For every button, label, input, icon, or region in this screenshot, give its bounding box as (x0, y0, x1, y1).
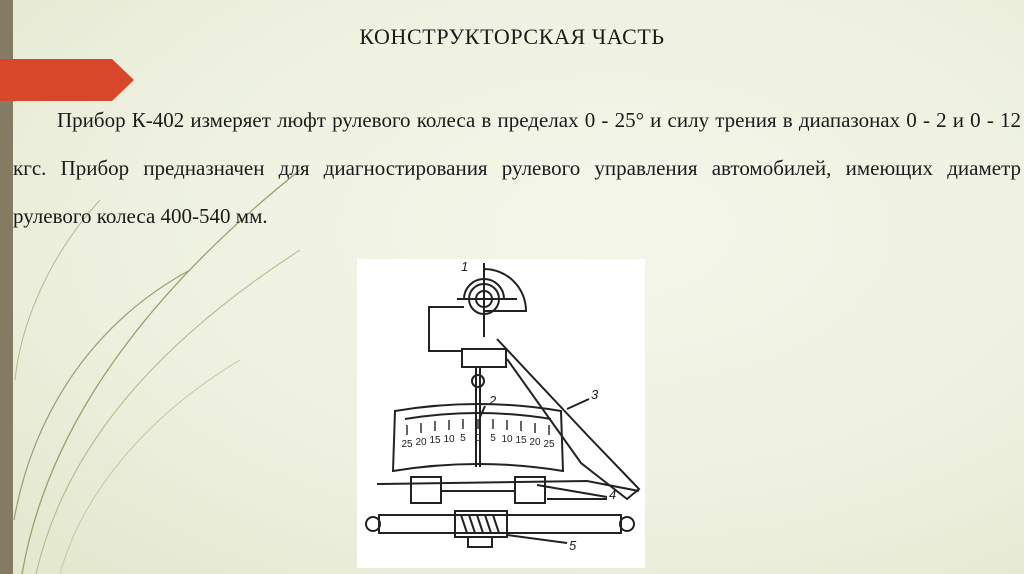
scale-label: 5 (460, 433, 466, 444)
title-accent-arrow (0, 59, 134, 101)
scale-label: 15 (429, 435, 441, 446)
scale-label: 20 (415, 437, 427, 448)
scale-label: 0 (475, 433, 481, 444)
scale-label: 20 (529, 437, 541, 448)
scale-label: 25 (543, 439, 555, 450)
callout-1: 1 (461, 259, 469, 274)
scale-label: 10 (501, 434, 513, 445)
scale-label: 5 (490, 433, 496, 444)
slide-title: КОНСТРУКТОРСКАЯ ЧАСТЬ (359, 24, 665, 49)
device-diagram (357, 259, 645, 568)
callout-5: 5 (569, 538, 577, 553)
callout-2: 2 (489, 393, 497, 408)
scale-label: 25 (401, 439, 413, 450)
callout-3: 3 (591, 387, 599, 402)
scale-label: 10 (443, 434, 455, 445)
body-paragraph: Прибор К-402 измеряет люфт рулевого колеса в пределах 0 - 25° и силу трения в диапазонах 0 - 2 и 0 - 12 кгс. Прибор предназначен для диагностирования рулевого управления автомобилей, имеющих диаметр рулевого колеса 400-540 мм. (13, 108, 1021, 228)
callout-4: 4 (609, 487, 617, 502)
device-drawing (357, 259, 645, 568)
scale-label: 15 (515, 435, 527, 446)
